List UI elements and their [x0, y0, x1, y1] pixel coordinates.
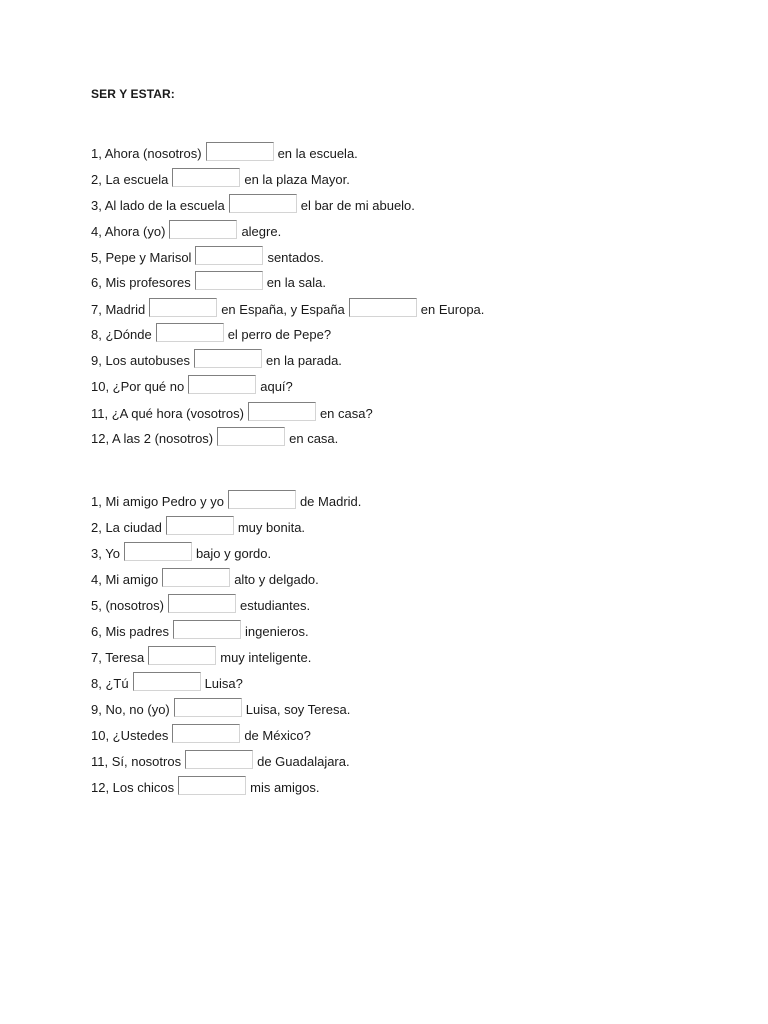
worksheet-title: SER Y ESTAR:: [91, 87, 175, 101]
sentence-start: 6, Mis profesores: [91, 275, 191, 290]
sentence-end: en la sala.: [266, 275, 326, 290]
answer-field-1[interactable]: [149, 298, 217, 317]
sentence-start: 8, ¿Dónde: [91, 327, 152, 342]
answer-field[interactable]: [168, 594, 236, 613]
sentence-end: en la plaza Mayor.: [244, 172, 350, 187]
answer-field[interactable]: [178, 776, 246, 795]
sentence-end: bajo y gordo.: [195, 546, 272, 561]
sentence-end: de México?: [244, 728, 311, 743]
sentence-end: aquí?: [260, 379, 293, 394]
sentence-end: Luisa?: [204, 676, 243, 691]
answer-field[interactable]: [248, 402, 316, 421]
sentence-start: 5, Pepe y Marisol: [91, 250, 192, 265]
answer-field-2[interactable]: [349, 298, 417, 317]
sentence-end: el bar de mi abuelo.: [300, 198, 415, 213]
sentence-start: 1, Mi amigo Pedro y yo: [91, 494, 224, 509]
answer-field[interactable]: [206, 142, 274, 161]
sentence-end: estudiantes.: [239, 598, 311, 613]
sentence-end: en casa.: [289, 431, 339, 446]
sentence-start: 10, ¿Por qué no: [91, 379, 185, 394]
exercise-2-item-7: [91, 646, 311, 668]
answer-field[interactable]: [188, 375, 256, 394]
sentence-start: 2, La escuela: [91, 172, 169, 187]
sentence-start: 10, ¿Ustedes: [91, 728, 169, 743]
sentence-start: 5, (nosotros): [91, 598, 164, 613]
sentence-end: alegre.: [241, 224, 282, 239]
sentence-start: 9, No, no (yo): [91, 702, 170, 717]
answer-field[interactable]: [195, 246, 263, 265]
sentence-end: en la escuela.: [277, 146, 358, 161]
answer-field[interactable]: [148, 646, 216, 665]
answer-field[interactable]: [133, 672, 201, 691]
sentence-end: el perro de Pepe?: [227, 327, 332, 342]
exercise-2-item-3: [91, 542, 271, 564]
exercise-1-item-10: [91, 375, 293, 397]
exercise-2-item-5: [91, 594, 310, 616]
sentence-end: mis amigos.: [250, 780, 320, 795]
sentence-end: alto y delgado.: [234, 572, 319, 587]
answer-field[interactable]: [156, 323, 224, 342]
answer-field[interactable]: [172, 168, 240, 187]
exercise-1-item-7: [91, 298, 484, 320]
sentence-start: 9, Los autobuses: [91, 353, 191, 368]
sentence-end: muy inteligente.: [220, 650, 312, 665]
sentence-end: Luisa, soy Teresa.: [245, 702, 351, 717]
sentence-middle: en España, y España: [221, 302, 345, 317]
sentence-start: 12, Los chicos: [91, 780, 175, 795]
sentence-start: 7, Madrid: [91, 302, 146, 317]
sentence-start: 7, Teresa: [91, 650, 145, 665]
sentence-start: 4, Ahora (yo): [91, 224, 166, 239]
answer-field[interactable]: [172, 724, 240, 743]
answer-field[interactable]: [217, 427, 285, 446]
answer-field[interactable]: [194, 349, 262, 368]
answer-field[interactable]: [228, 490, 296, 509]
sentence-start: 11, Sí, nosotros: [91, 754, 182, 769]
sentence-end: de Madrid.: [299, 494, 362, 509]
sentence-start: 3, Al lado de la escuela: [91, 198, 225, 213]
exercise-1-item-3: [91, 194, 415, 216]
sentence-end: en Europa.: [420, 302, 485, 317]
exercise-2-item-9: [91, 698, 350, 720]
answer-field[interactable]: [174, 698, 242, 717]
answer-field[interactable]: [166, 516, 234, 535]
exercise-1-item-9: [91, 349, 342, 371]
sentence-end: sentados.: [267, 250, 324, 265]
answer-field[interactable]: [124, 542, 192, 561]
sentence-end: ingenieros.: [245, 624, 309, 639]
exercise-1-item-5: [91, 246, 324, 268]
exercise-1-item-6: [91, 271, 326, 293]
exercise-1-item-8: [91, 323, 331, 345]
sentence-start: 1, Ahora (nosotros): [91, 146, 202, 161]
answer-field[interactable]: [162, 568, 230, 587]
exercise-1-item-1: [91, 142, 358, 164]
exercise-2-item-10: [91, 724, 311, 746]
exercise-2-item-4: [91, 568, 319, 590]
sentence-end: en casa?: [319, 406, 373, 421]
sentence-start: 4, Mi amigo: [91, 572, 159, 587]
exercise-1-item-12: [91, 427, 338, 449]
sentence-end: en la parada.: [266, 353, 342, 368]
answer-field[interactable]: [173, 620, 241, 639]
exercise-2-item-6: [91, 620, 309, 642]
exercise-2-item-11: [91, 750, 350, 772]
exercise-1-item-4: [91, 220, 281, 242]
sentence-start: 12, A las 2 (nosotros): [91, 431, 214, 446]
exercise-1-item-2: [91, 168, 350, 190]
answer-field[interactable]: [185, 750, 253, 769]
sentence-start: 2, La ciudad: [91, 520, 162, 535]
sentence-end: muy bonita.: [237, 520, 306, 535]
exercise-1-item-11: [91, 402, 373, 424]
answer-field[interactable]: [195, 271, 263, 290]
sentence-start: 6, Mis padres: [91, 624, 170, 639]
exercise-2-item-1: [91, 490, 361, 512]
answer-field[interactable]: [169, 220, 237, 239]
sentence-start: 11, ¿A qué hora (vosotros): [91, 406, 244, 421]
exercise-2-item-8: [91, 672, 243, 694]
sentence-start: 8, ¿Tú: [91, 676, 129, 691]
sentence-end: de Guadalajara.: [257, 754, 350, 769]
answer-field[interactable]: [229, 194, 297, 213]
exercise-2-item-12: [91, 776, 319, 798]
sentence-start: 3, Yo: [91, 546, 120, 561]
exercise-2-item-2: [91, 516, 305, 538]
